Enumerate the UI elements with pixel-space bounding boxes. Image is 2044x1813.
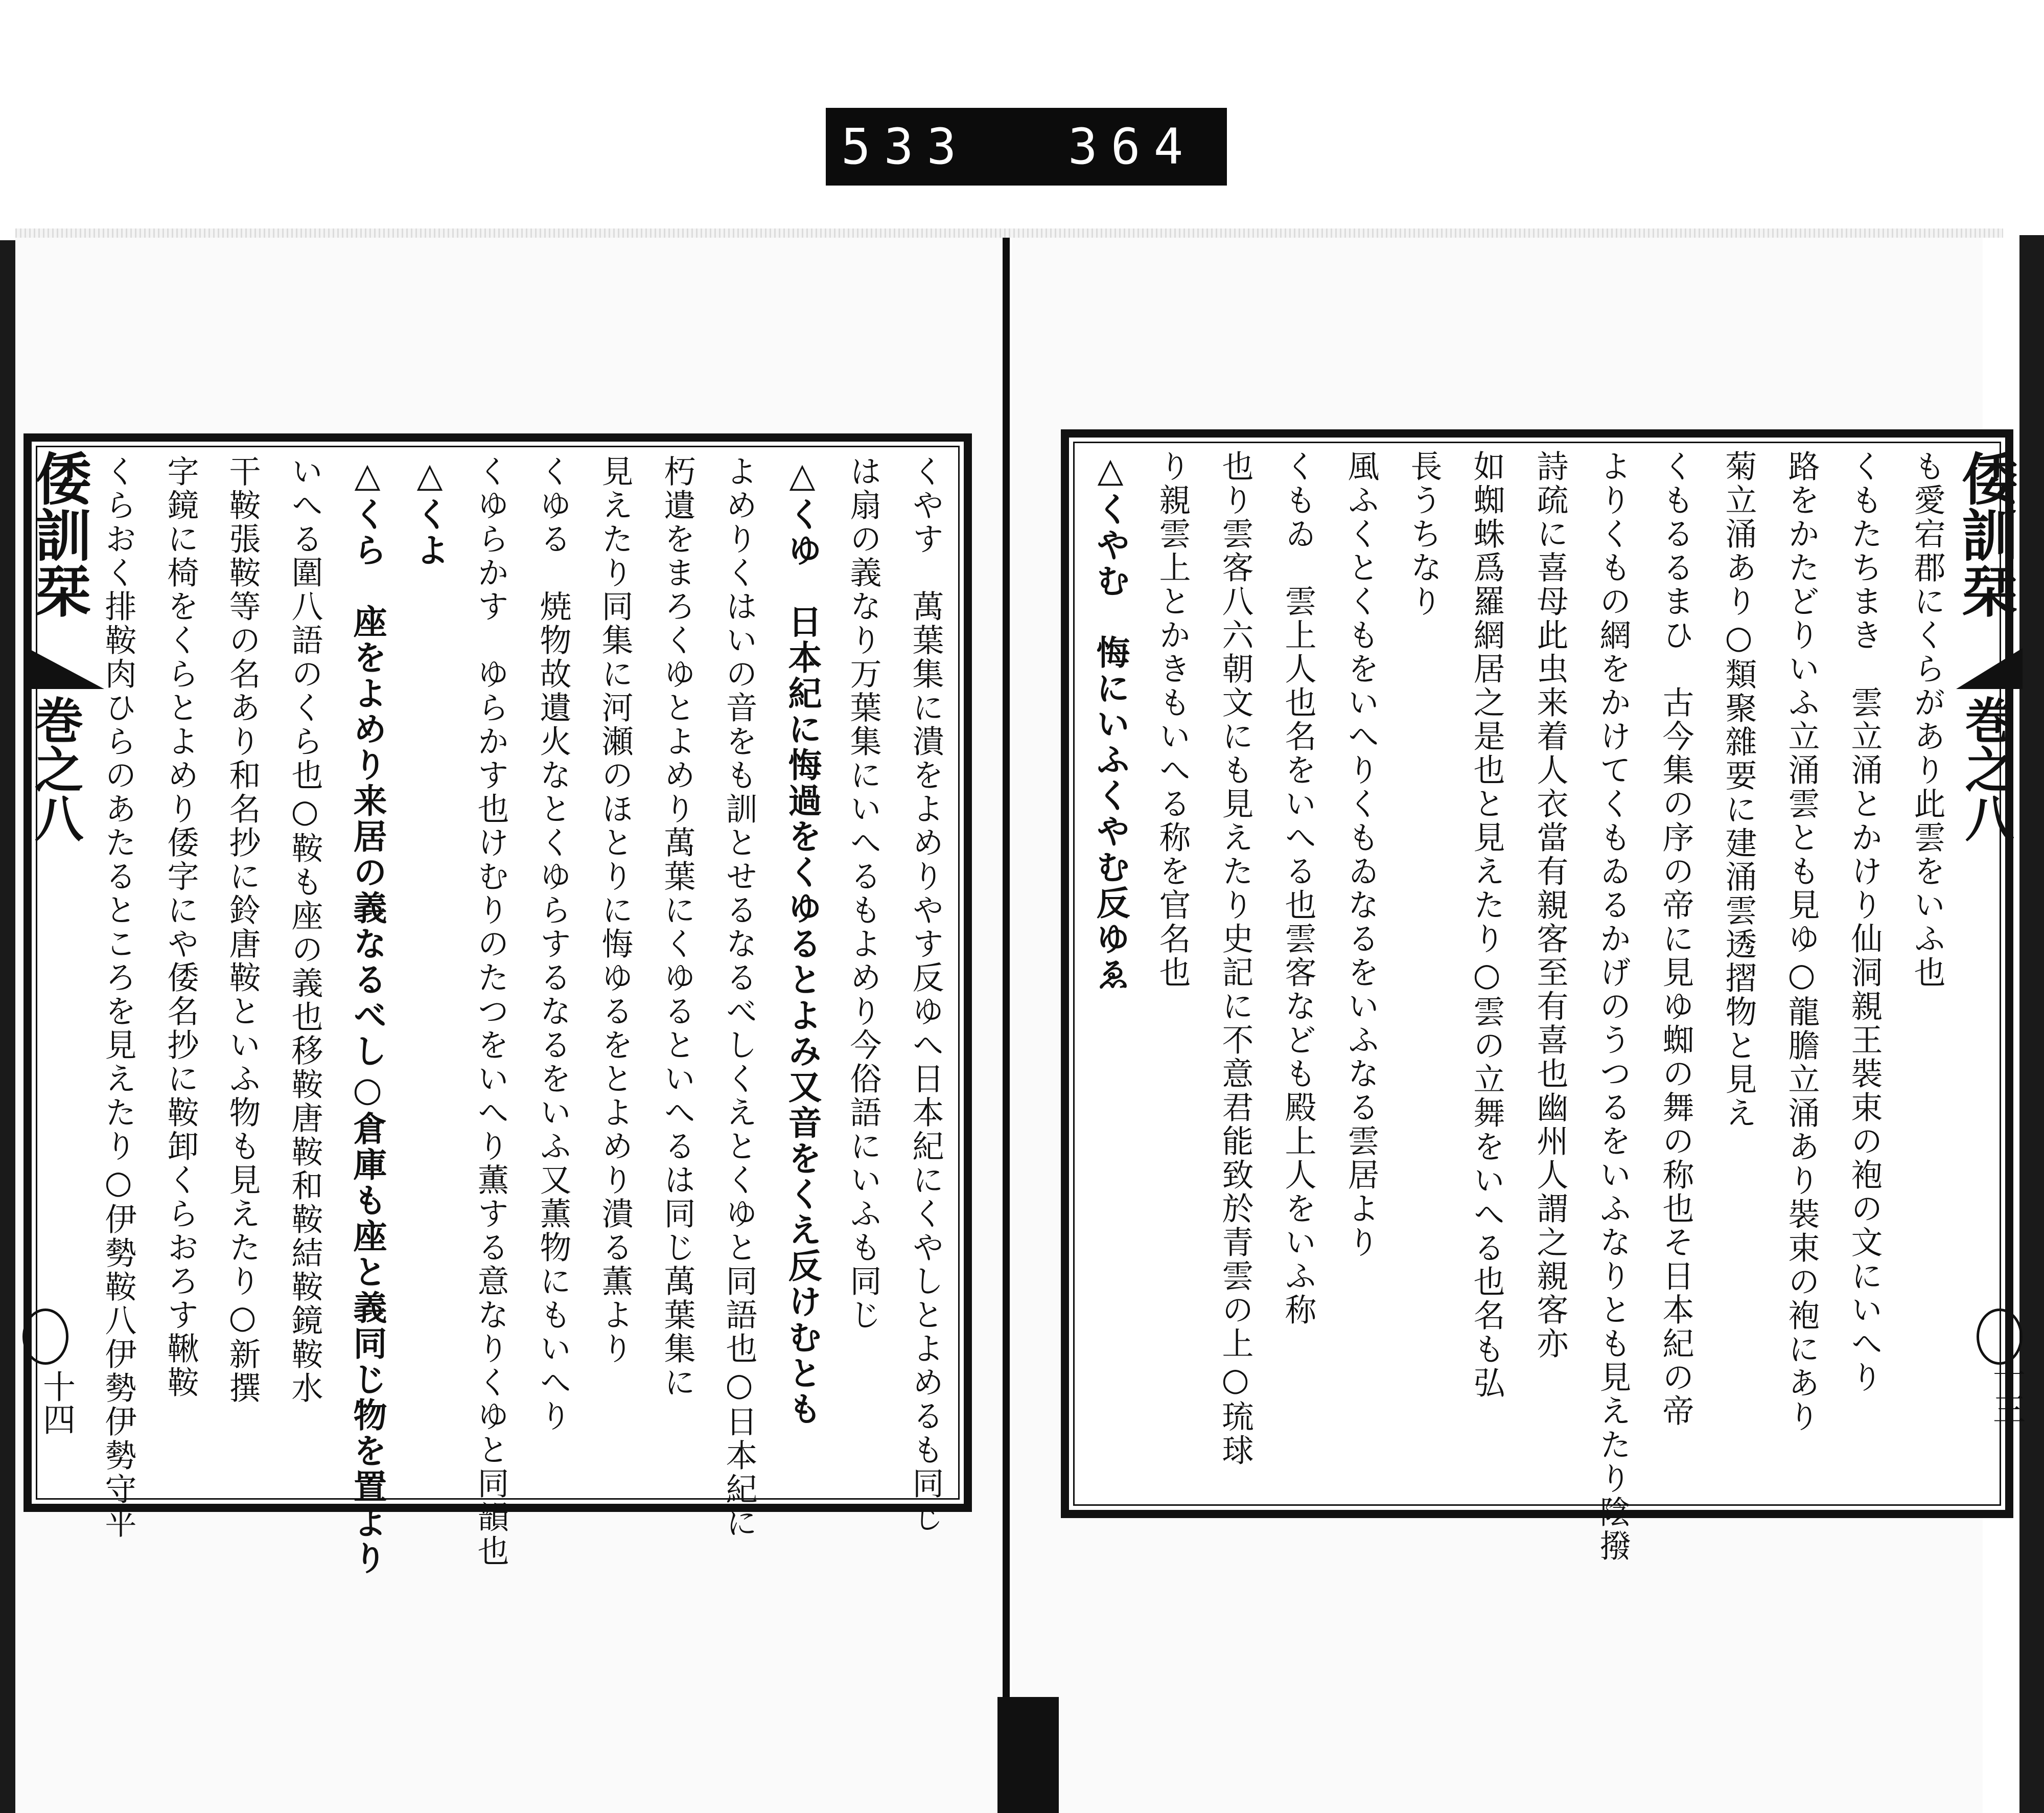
- left-page-column: くらおく排鞍肉ひらのあたるところを見えたり○伊勢鞍八伊勢伊勢守平: [100, 455, 137, 1540]
- right-page-column: 路をかたどりいふ立涌雲とも見ゆ○龍膽立涌あり裝束の袍にあり: [1783, 450, 1820, 1434]
- right-page-column: よりくもの網をかけてくもゐるかげのうつるをいふなりとも見えたり陰撥: [1594, 450, 1632, 1563]
- left-page-column: △くら 座をよめり来居の義なるべし○倉庫も座と義同じ物を置より: [347, 455, 387, 1576]
- right-page-column: も愛宕郡にくらがあり此雲をいふ也: [1909, 450, 1946, 990]
- left-page-column: 字鏡に椅をくらとよめり倭字にや倭名抄に鞍卸くらおろす鞦鞍: [162, 455, 199, 1399]
- right-page-column: 風ふくとくもをいへりくもゐなるをいふなる雲居より: [1342, 450, 1380, 1259]
- left-page-column: くゆる 焼物故遺火なとくゆらするなるをいふ又薫物にもいへり: [535, 455, 572, 1433]
- right-page-column: 詩疏に喜母此虫来着人衣當有親客至有喜也幽州人謂之親客亦: [1531, 450, 1569, 1361]
- right-page-column: り親雲上とかきもいへる称を官名也: [1154, 450, 1191, 990]
- right-page-folio-circle: [1977, 1309, 2023, 1365]
- right-page-column: くもるるまひ 古今集の序の帝に見ゆ蜘の舞の称也そ日本紀の帝: [1657, 450, 1694, 1428]
- label-left-number: 533: [841, 118, 970, 175]
- right-page-folio: 十三: [1987, 1360, 2025, 1425]
- left-page-tab-volume: 巻之八: [27, 695, 84, 842]
- right-page-column: △くやむ 悔にいふくやむ反ゆゑ: [1090, 450, 1130, 993]
- left-page-column: 干鞍張鞍等の名あり和名抄に鈴唐鞍といふ物も見えたり○新撰: [224, 455, 261, 1405]
- left-page-column: △くゆ 日本紀に悔過をくゆるとよみ又音をくえ反けむとも: [782, 455, 822, 1427]
- right-page-tab-volume: 巻之八: [1957, 695, 2015, 842]
- label-right-number: 364: [1068, 118, 1197, 175]
- right-page-column: くもたちまき 雲立涌とかけり仙洞親王裝束の袍の文にいへり: [1846, 450, 1883, 1394]
- left-page-column: くゆらかす ゆらかす也けむりのたつをいへり薫する意なりくゆと同韻也: [472, 455, 509, 1568]
- left-page-tab-title: 倭訓栞: [26, 450, 92, 618]
- left-book-edge: [0, 240, 15, 1813]
- right-page-tab-title: 倭訓栞: [1953, 450, 2018, 618]
- left-page-column: よめりくはいの音をも訓とせるなるべしくえとくゆと同語也○日本紀に: [721, 455, 758, 1540]
- left-page-column: △くよ: [410, 455, 450, 568]
- catalogue-label: [826, 108, 1227, 186]
- right-book-edge: [2019, 235, 2044, 1813]
- top-edge: [15, 228, 2003, 238]
- right-page-column: 長うちなり: [1405, 450, 1443, 618]
- left-page-folio-circle: [22, 1309, 68, 1365]
- left-page-column: 見えたり同集に河瀬のほとりに悔ゆるをとよめり潰る薫より: [596, 455, 634, 1366]
- left-page-column: 朽遺をまろくゆとよめり萬葉にくゆるといへるは同じ萬葉集に: [659, 455, 696, 1399]
- left-page-column: は扇の義なり万葉集にいへるもよめり今俗語にいふも同じ: [845, 455, 882, 1332]
- right-page-column: くもゐ 雲上人也名をいへる也雲客なども殿上人をいふ称: [1280, 450, 1317, 1327]
- right-page-column: 菊立涌あり○類聚雜要に建涌雲透摺物と見え: [1720, 450, 1757, 1130]
- right-page-column: 也り雲客八六朝文にも見えたり史記に不意君能致於青雲の上○琉球: [1217, 450, 1254, 1467]
- left-page-column: くやす 萬葉集に潰をよめりやす反ゆへ日本紀にくやしとよめるも同じ: [907, 455, 944, 1534]
- right-page-column: 如蜘蛛爲羅網居之是也と見えたり○雲の立舞をいへる也名も弘: [1468, 450, 1505, 1400]
- left-page-column: いへる圍八語のくら也○鞍も座の義也移鞍唐鞍和鞍結鞍鏡鞍水: [286, 455, 323, 1405]
- book-spine-line: [1003, 238, 1010, 1813]
- left-page-folio: 十四: [37, 1370, 75, 1435]
- book-spine-binding: [997, 1697, 1059, 1813]
